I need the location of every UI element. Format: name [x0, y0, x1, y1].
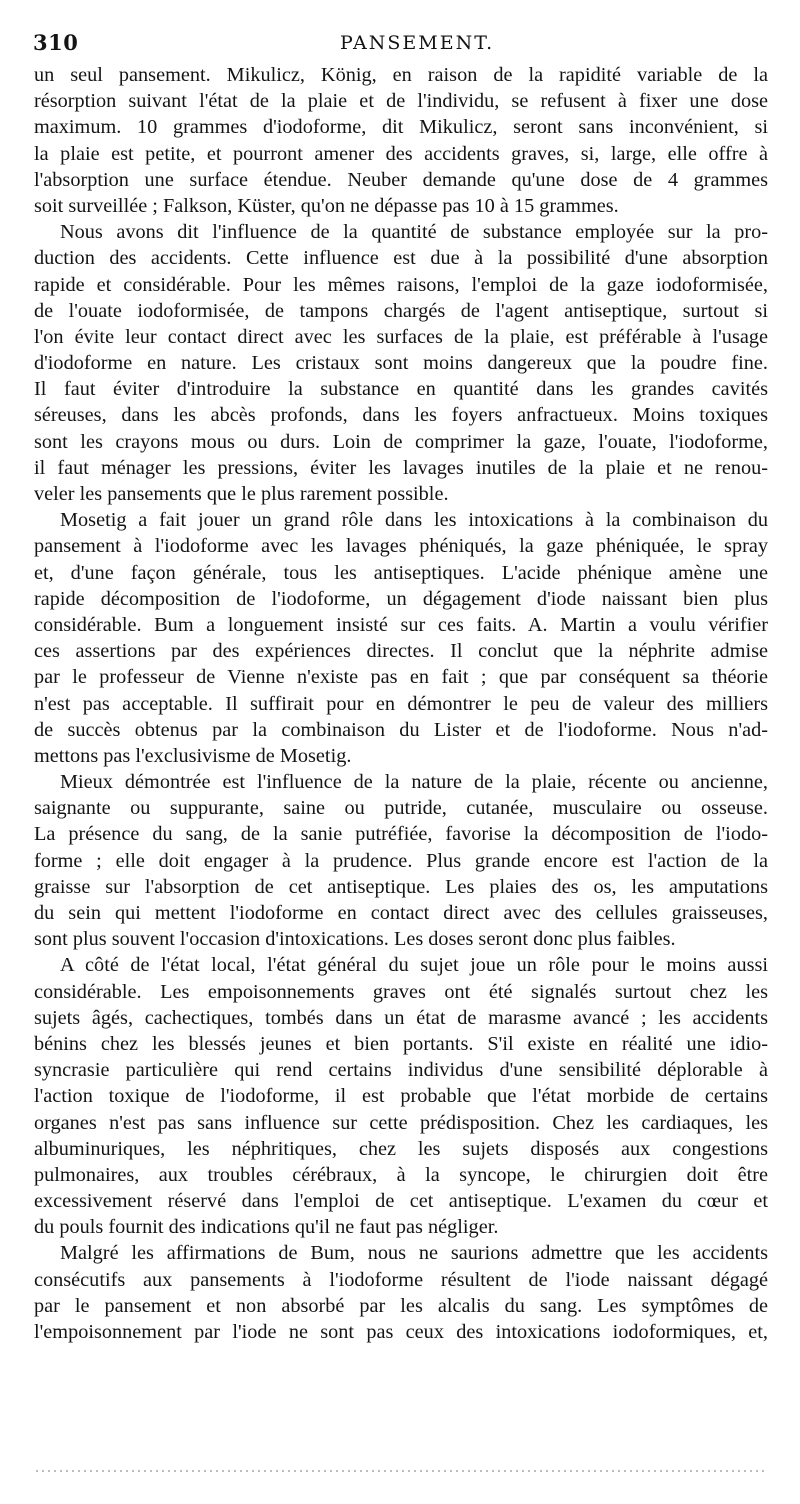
text-line: rapide décomposition de l'iodoforme, un dégagement d'iode naissant bien plus [34, 587, 768, 610]
text-line: Mosetig a fait jouer un grand rôle dans les intoxications à la combinaison du [60, 509, 768, 532]
text-line: de succès obtenus par la combinaison du Lister et de l'iodoforme. Nous n'ad- [34, 718, 768, 741]
text-line: d'iodoforme en nature. Les cristaux sont moins dangereux que la poudre fine. [34, 352, 768, 375]
text-line: sont les crayons mous ou durs. Loin de comprimer la gaze, l'ouate, l'iodoforme, [34, 430, 768, 453]
text-line: Malgré les affirmations de Bum, nous ne saurions admettre que les accidents [60, 1242, 768, 1265]
text-line: du pouls fournit des indications qu'il ne faut pas négliger. [34, 1216, 499, 1239]
text-line: n'est pas acceptable. Il suffirait pour en démontrer le peu de valeur des milliers [34, 692, 768, 715]
text-line: consécutifs aux pansements à l'iodoforme résultent de l'iode naissant dégagé [34, 1268, 768, 1291]
text-line: bénins chez les blessés jeunes et bien portants. S'il existe en réalité une idio- [34, 1032, 768, 1055]
text-line: A côté de l'état local, l'état général du sujet joue un rôle pour le moins aussi [60, 954, 768, 977]
text-line: considérable. Bum a longuement insisté sur ces faits. A. Martin a voulu vérifier [34, 613, 768, 636]
text-line: pulmonaires, aux troubles cérébraux, à la syncope, le chirurgien doit être [34, 1163, 768, 1186]
text-line: pansement à l'iodoforme avec les lavages phéniqués, la gaze phéniquée, le spray [34, 535, 768, 558]
text-line: sont plus souvent l'occasion d'intoxications. Les doses seront donc plus faibles. [34, 928, 676, 951]
text-line: et, d'une façon générale, tous les antiseptiques. L'acide phénique amène une [34, 561, 768, 584]
text-line: l'on évite leur contact direct avec les surfaces de la plaie, est préférable à l'usage [34, 325, 768, 348]
text-line: excessivement réservé dans l'emploi de cet antiseptique. L'examen du cœur et [34, 1190, 768, 1213]
running-title: PANSEMENT. [340, 32, 495, 54]
text-line: de l'ouate iodoformisée, de tampons chargés de l'agent antiseptique, surtout si [34, 299, 768, 322]
paragraph-5 [34, 952, 768, 1240]
text-line: maximum. 10 grammes d'iodoforme, dit Mikulicz, seront sans inconvénient, si [34, 116, 768, 139]
running-head [0, 30, 800, 62]
text-line: syncrasie particulière qui rend certains individus d'une sensibilité déplorable à [34, 1059, 768, 1082]
bottom-dotted-rule [34, 1466, 768, 1476]
text-line: duction des accidents. Cette influence est due à la possibilité d'une absorption [34, 247, 768, 270]
text-line: Nous avons dit l'influence de la quantité de substance employée sur la pro- [60, 221, 768, 244]
text-line: forme ; elle doit engager à la prudence. Plus grande encore est l'action de la [34, 849, 768, 872]
paragraph-3 [34, 507, 768, 769]
text-line: par le pansement et non absorbé par les alcalis du sang. Les symptômes de [34, 1294, 768, 1317]
text-line: l'action toxique de l'iodoforme, il est probable que l'état morbide de certains [34, 1085, 768, 1108]
text-line: La présence du sang, de la sanie putréfiée, favorise la décomposition de l'iodo- [34, 823, 768, 846]
text-line: du sein qui mettent l'iodoforme en contact direct avec des cellules graisseuses, [34, 902, 768, 924]
text-line: organes n'est pas sans influence sur cette prédisposition. Chez les cardiaques, les [34, 1111, 768, 1134]
text-line: saignante ou suppurante, saine ou putride, cutanée, musculaire ou osseuse. [34, 797, 768, 820]
text-line: l'absorption une surface étendue. Neuber demande qu'une dose de 4 grammes [34, 168, 768, 191]
text-line: ces assertions par des expériences directes. Il conclut que la néphrite admise [34, 640, 768, 663]
text-line: par le professeur de Vienne n'existe pas en fait ; que par conséquent sa théorie [34, 666, 768, 689]
body-text [34, 62, 768, 1345]
paragraph-4 [34, 769, 768, 952]
paragraph-6 [34, 1240, 768, 1345]
page-number: 310 [33, 30, 79, 55]
text-line: albuminuriques, les néphritiques, chez les sujets disposés aux congestions [34, 1137, 768, 1160]
text-line: Il faut éviter d'introduire la substance en quantité dans les grandes cavités [34, 378, 768, 401]
text-line: un seul pansement. Mikulicz, König, en raison de la rapidité variable de la [34, 64, 768, 86]
text-line: veler les pansements que le plus rarement possible. [34, 483, 449, 505]
text-line: Mieux démontrée est l'influence de la nature de la plaie, récente ou ancienne, [60, 771, 768, 794]
text-line: soit surveillée ; Falkson, Küster, qu'on ne dépasse pas 10 à 15 grammes. [34, 194, 619, 217]
text-line: considérable. Les empoisonnements graves ont été signalés surtout chez les [34, 980, 768, 1003]
text-line: l'empoisonnement par l'iode ne sont pas ceux des intoxications iodoformiques, et, [34, 1321, 768, 1343]
text-line: résorption suivant l'état de la plaie et de l'individu, se refusent à fixer une dose [34, 90, 768, 113]
text-line: sujets âgés, cachectiques, tombés dans un état de marasme avancé ; les accidents [34, 1006, 768, 1029]
text-line: séreuses, dans les abcès profonds, dans les foyers anfractueux. Moins toxiques [34, 404, 768, 427]
text-line: mettons pas l'exclusivisme de Mosetig. [34, 744, 352, 767]
text-line: il faut ménager les pressions, éviter les lavages inutiles de la plaie et ne renou- [34, 456, 768, 479]
text-line: graisse sur l'absorption de cet antiseptique. Les plaies des os, les amputations [34, 875, 768, 898]
text-line: la plaie est petite, et pourront amener des accidents graves, si, large, elle offre à [34, 142, 768, 165]
text-line: rapide et considérable. Pour les mêmes raisons, l'emploi de la gaze iodoformisée, [34, 273, 768, 296]
paragraph-2 [34, 219, 768, 507]
paragraph-1 [34, 62, 768, 219]
